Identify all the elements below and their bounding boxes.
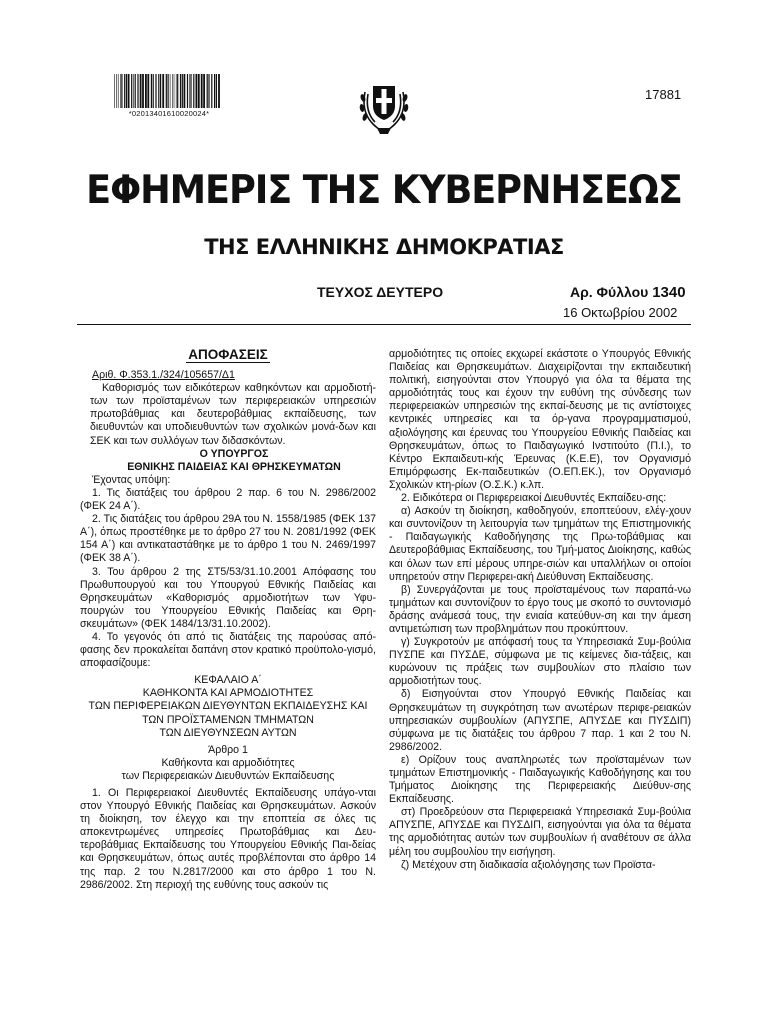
paragraph: 2. Ειδικότερα οι Περιφερειακοί Διευθυντές Εκπαίδευ-σης:: [401, 492, 667, 505]
gazette-subtitle: ΤΗΣ ΕΛΛΗΝΙΚΗΣ ΔΗΜΟΚΡΑΤΙΑΣ: [204, 235, 564, 259]
right-column: [389, 348, 691, 872]
paragraph: β) Συνεργάζονται με τους προϊσταμένους των παραπά-νω τμημάτων και συντονίζουν το έργο τους με σκοπό το συντονισμό δράσης ανάμεσά τους, την ενιαία κατεύθυν-ση και την άμεση αντιμετώπιση των προβλημάτων που προκύπτουν.: [389, 583, 691, 635]
paragraph: στ) Προεδρεύουν στα Περιφερειακά Υπηρεσιακά Συμ-βούλια ΑΠΥΣΠΕ, ΑΠΥΣΔΕ και ΠΥΣΔΙΠ, εισηγούνται για όλα τα θέματα της αρμοδιότητας αυτών των συμβουλίων ή αναθέτουν σε άλλα μέλη του συμβουλίου την εισήγηση.: [389, 806, 691, 858]
chapter-heading: ΚΕΦΑΛΑΙΟ Α΄: [194, 674, 262, 687]
paragraph: α) Ασκούν τη διοίκηση, καθοδηγούν, εποπτεύουν, ελέγ-χουν και συντονίζουν τη λειτουργία των τμημάτων της Επιστημονικής - Παιδαγωγικής Καθοδήγησης της Πρω-τοβάθμιας και Δευτεροβάθμιας Εκπαίδευσης, του Τμή-ματος Διοίκησης, καθώς και όλων των επί μέρους υπηρε-σιών και υπαλλήλων οι οποίοι υπηρετούν στην Περιφερει-ακή Διεύθυνση Εκπαίδευσης.: [389, 505, 691, 583]
paragraph: Έχοντας υπόψη:: [92, 473, 171, 486]
decision-title: Καθορισμός των ειδικότερων καθηκόντων και αρμοδιοτή-των των προϊσταμένων των περιφερειακών υπηρεσιών πρωτοβάθμιας και δευτεροβάθμιας εκπαίδευσης, των διευθυντών και υποδιευθυντών των σχολικών μονά-δων και ΣΕΚ και των συλλόγων των διδασκόντων.: [90, 382, 376, 447]
chapter-title-line: ΚΑΘΗΚΟΝΤΑ ΚΑΙ ΑΡΜΟΔΙΟΤΗΤΕΣ: [142, 687, 314, 700]
header-divider: [77, 324, 691, 325]
gazette-title: ΕΦΗΜΕΡΙΣ ΤΗΣ ΚΥΒΕΡΝΗΣΕΩΣ: [86, 168, 682, 213]
minister-heading-line1: Ο ΥΠΟΥΡΓΟΣ: [199, 447, 269, 460]
sheet-number-block: [570, 284, 686, 301]
page-number: 17881: [645, 87, 682, 102]
decision-reference: Αριθ. Φ.353.1./324/105657/Δ1: [92, 369, 235, 382]
paragraph: 4. Το γεγονός ότι από τις διατάξεις της παρούσας από-φασης δεν προκαλείται δαπάνη στον κρατικό προϋπολο-γισμό, αποφασίζουμε:: [80, 630, 376, 670]
paragraph: ε) Ορίζουν τους αναπληρωτές των προϊσταμένων των τμημάτων Επιστημονικής - Παιδαγωγικής Καθοδήγησης και του Τμήματος Διοίκησης της Περιφερειακής Διεύθυν-σης Εκπαίδευσης.: [389, 753, 691, 806]
minister-heading-line2: ΕΘΝΙΚΗΣ ΠΑΙΔΕΙΑΣ ΚΑΙ ΘΡΗΣΚΕΥΜΑΤΩΝ: [127, 460, 341, 473]
left-column: [80, 348, 376, 892]
barcode: [114, 74, 222, 108]
chapter-title-line: ΤΩΝ ΠΕΡΙΦΕΡΕΙΑΚΩΝ ΔΙΕΥΘΥΝΤΩΝ ΕΚΠΑΙΔΕΥΣΗΣ ΚΑΙ: [88, 700, 368, 713]
article-heading: Άρθρο 1: [208, 743, 248, 756]
chapter-title-line: ΤΩΝ ΠΡΟΪΣΤΑΜΕΝΩΝ ΤΜΗΜΑΤΩΝ: [142, 713, 314, 726]
barcode-number: *02013401610020024*: [128, 109, 210, 118]
coat-of-arms-emblem: [355, 72, 413, 136]
issue-label: ΤΕΥΧΟΣ ΔΕΥΤΕΡΟ: [317, 284, 444, 300]
article-title-line: των Περιφερειακών Διευθυντών Εκπαίδευσης: [121, 769, 335, 782]
paragraph: 3. Του άρθρου 2 της ΣΤ5/53/31.10.2001 Απόφασης του Πρωθυπουργού και του Υπουργού Εθνικής Παιδείας και Θρησκευμάτων «Καθορισμός αρμοδιοτήτων των Υφυ-πουργών του Υπουργείου Εθνικής Παιδείας και Θρη-σκευμάτων» (ΦΕΚ 1484/13/31.10.2002).: [80, 565, 376, 630]
paragraph: δ) Εισηγούνται στον Υπουργό Εθνικής Παιδείας και Θρησκευμάτων τη συγκρότηση των ανωτέρων περιφε-ρειακών υπηρεσιακών συμβουλίων (ΑΠΥΣΠΕ, ΑΠΥΣΔΕ και ΠΥΣΔΙΠ) σύμφωνα με τις διατάξεις του άρθρου 7 παρ. 1 και 2 του Ν. 2986/2002.: [389, 688, 691, 753]
sheet-number: 1340: [652, 284, 686, 301]
paragraph: 1. Οι Περιφερειακοί Διευθυντές Εκπαίδευσης υπάγο-νται στον Υπουργό Εθνικής Παιδείας και Θρησκευμάτων. Ασκούν τη διοίκηση, τον έλεγχο και την εποπτεία σε όλες τις αποκεντρωμένες υπηρεσίες Πρωτοβάθμιας και Δευ-τεροβάθμιας Εκπαίδευσης του Υπουργείου Εθνικής Παι-δείας και Θρησκευμάτων, όπως αυτές προβλέπονται στο άρθρο 14 της παρ. 2 του Ν.2817/2000 και στο άρθρο 1 του Ν. 2986/2002. Στη περιοχή της ευθύνης τους ασκούν τις: [80, 787, 376, 891]
paragraph: 2. Τις διατάξεις του άρθρου 29Α του Ν. 1558/1985 (ΦΕΚ 137 Α΄), όπως προστέθηκε με το άρθρο 27 του Ν. 2081/1992 (ΦΕΚ 154 Α΄) και αντικαταστάθηκε με το άρθρο 1 του Ν. 2469/1997 (ΦΕΚ 38 Α΄).: [80, 513, 376, 565]
paragraph: ζ) Μετέχουν στη διαδικασία αξιολόγησης των Προϊστα-: [401, 858, 656, 871]
section-title: ΑΠΟΦΑΣΕΙΣ: [188, 347, 268, 362]
paragraph: γ) Συγκροτούν με απόφασή τους τα Υπηρεσιακά Συμ-βούλια ΠΥΣΠΕ και ΠΥΣΔΕ, σύμφωνα με τις κείμενες δια-τάξεις, και κυρώνουν τις πράξεις των συμβουλίων στο πλαίσιο των αρμοδιοτήτων τους.: [389, 636, 691, 688]
paragraph: αρμοδιότητες τις οποίες εκχωρεί εκάστοτε ο Υπουργός Εθνικής Παιδείας και Θρησκευμάτων. Διαχειρίζονται την εκπαιδευτική πολιτική, εισηγούνται στον Υπουργό για όλα τα θέματα της αρμοδιότητάς τους και έχουν την ευθύνη της σύνδεσης των περιφερειακών υπηρεσιών της εκπαί-δευσης με τις αντίστοιχες κεντρικές υπηρεσίες και τα όρ-γανα προγραμματισμού, αξιολόγησης και έρευνας του Υπουργείου Εθνικής Παιδείας και Θρησκευμάτων, όπως το Παιδαγωγικό Ινστιτούτο (Π.Ι.), το Κέντρο Εκπαιδευτι-κής Έρευνας (Κ.Ε.Ε), τον Οργανισμό Επιμόρφωσης Εκ-παιδευτικών (Ο.ΕΠ.ΕΚ.), τον Οργανισμό Σχολικών κτη-ρίων (Ο.Σ.Κ.) κ.λπ.: [389, 348, 691, 491]
article-title-line: Καθήκοντα και αρμοδιότητες: [161, 756, 295, 769]
issue-date: 16 Οκτωβρίου 2002: [563, 305, 678, 320]
sheet-label: Αρ. Φύλλου: [570, 284, 649, 300]
chapter-title-line: ΤΩΝ ΔΙΕΥΘΥΝΣΕΩΝ ΑΥΤΩΝ: [159, 726, 297, 739]
paragraph: 1. Τις διατάξεις του άρθρου 2 παρ. 6 του Ν. 2986/2002 (ΦΕΚ 24 Α΄).: [80, 486, 376, 513]
